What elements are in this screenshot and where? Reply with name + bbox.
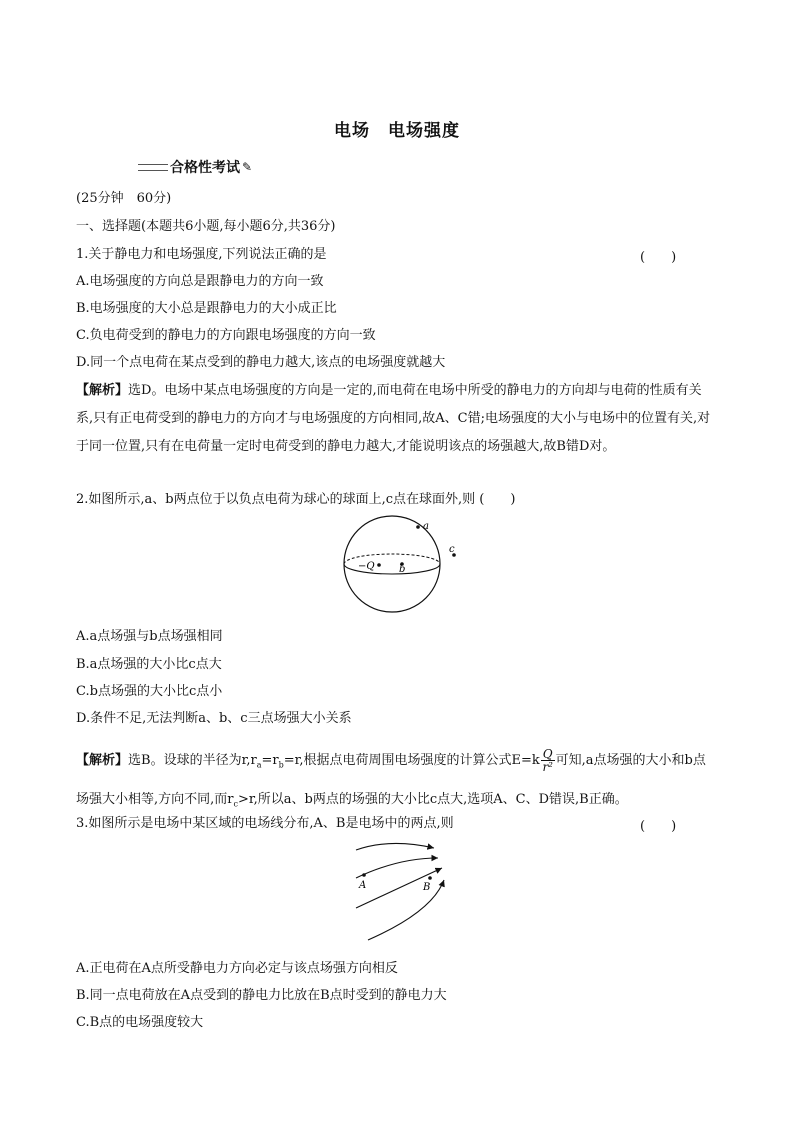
point-c-label: c [449, 544, 455, 555]
q2-sub-c: c [233, 799, 238, 809]
part-header: 一、选择题(本题共6小题,每小题6分,共36分) [76, 219, 336, 234]
point-A-label: A [359, 880, 367, 891]
q1-analysis-tag: 【解析】 [76, 383, 129, 398]
q2-analysis [76, 744, 716, 821]
q1-option-a: A.电场强度的方向总是跟静电力的方向一致 [76, 274, 324, 289]
point-A-dot [362, 873, 366, 877]
section-label: 合格性考试 [170, 160, 240, 176]
title-part-1: 电场 [334, 121, 370, 141]
q2-analysis-part-3: =r,根据点电荷周围电场强度的计算公式E=k [283, 753, 540, 768]
q2-option-a: A.a点场强与b点场强相同 [76, 629, 223, 644]
coulomb-fraction [541, 748, 555, 773]
q2-sub-b: b [278, 760, 284, 770]
q1-option-b: B.电场强度的大小总是跟静电力的大小成正比 [76, 301, 337, 316]
q1-analysis [76, 377, 716, 461]
q3-field-lines-figure [350, 836, 460, 948]
q3-option-b: B.同一点电荷放在A点受到的静电力比放在B点时受到的静电力大 [76, 988, 447, 1003]
section-header [138, 157, 252, 177]
fraction-numerator: Q [542, 747, 553, 761]
q2-option-b: B.a点场强的大小比c点大 [76, 657, 222, 672]
double-rule-decoration [138, 164, 168, 171]
q3-stem: 3.如图所示是电场中某区域的电场线分布,A、B是电场中的两点,则 [76, 816, 454, 831]
q1-answer-bracket: ( ) [640, 250, 677, 265]
q3-answer-bracket: ( ) [640, 819, 677, 834]
q2-analysis-part-1: 选B。设球的半径为r,r [128, 753, 257, 768]
q2-analysis-tag: 【解析】 [76, 753, 129, 768]
point-a-label: a [423, 521, 429, 532]
q2-sphere-figure [330, 512, 470, 618]
q2-sub-a: a [256, 760, 262, 770]
field-line-4 [368, 880, 444, 940]
title-part-2: 电场强度 [388, 121, 460, 141]
q3-option-c: C.B点的电场强度较大 [76, 1015, 204, 1030]
q2-stem: 2.如图所示,a、b两点位于以负点电荷为球心的球面上,c点在球面外,则 ( ) [76, 492, 516, 507]
q2-option-c: C.b点场强的大小比c点小 [76, 684, 223, 699]
page-title [0, 116, 794, 141]
q2-analysis-part-4: 可知,a点场强的大小和b点场强大小相等,方向不同,而r [76, 753, 706, 807]
fraction-denominator: r² [542, 760, 553, 774]
q2-analysis-part-5: >r,所以a、b两点的场强的大小比c点大,选项A、C、D错误,B正确。 [237, 791, 628, 807]
q1-stem: 1.关于静电力和电场强度,下列说法正确的是 [76, 247, 327, 262]
charge-dot [377, 563, 381, 567]
q3-option-a: A.正电荷在A点所受静电力方向必定与该点场强方向相反 [76, 961, 398, 976]
q1-analysis-text: 选D。电场中某点电场强度的方向是一定的,而电荷在电场中所受的静电力的方向却与电荷的性质有关系,只有正电荷受到的静电力的方向才与电场强度的方向相同,故A、C错;电场强度的大小与电场中的位置有关,对于同一位置,只有在电荷量一定时电荷受到的静电力越大,才能说明该点的场强越大,故B错D对。 [76, 383, 711, 454]
point-a-dot [416, 525, 420, 529]
q1-option-d: D.同一个点电荷在某点受到的静电力越大,该点的电场强度就越大 [76, 355, 446, 370]
time-score: (25分钟 60分) [76, 191, 172, 206]
q2-analysis-part-2: =r [261, 753, 279, 768]
point-B-label: B [423, 882, 431, 893]
pencil-icon: ✎ [242, 160, 253, 174]
point-b-label: b [399, 564, 406, 575]
charge-label: −Q [358, 561, 375, 572]
point-B-dot [428, 876, 432, 880]
q2-option-d: D.条件不足,无法判断a、b、c三点场强大小关系 [76, 711, 352, 726]
field-line-1 [356, 843, 434, 850]
q1-option-c: C.负电荷受到的静电力的方向跟电场强度的方向一致 [76, 328, 376, 343]
